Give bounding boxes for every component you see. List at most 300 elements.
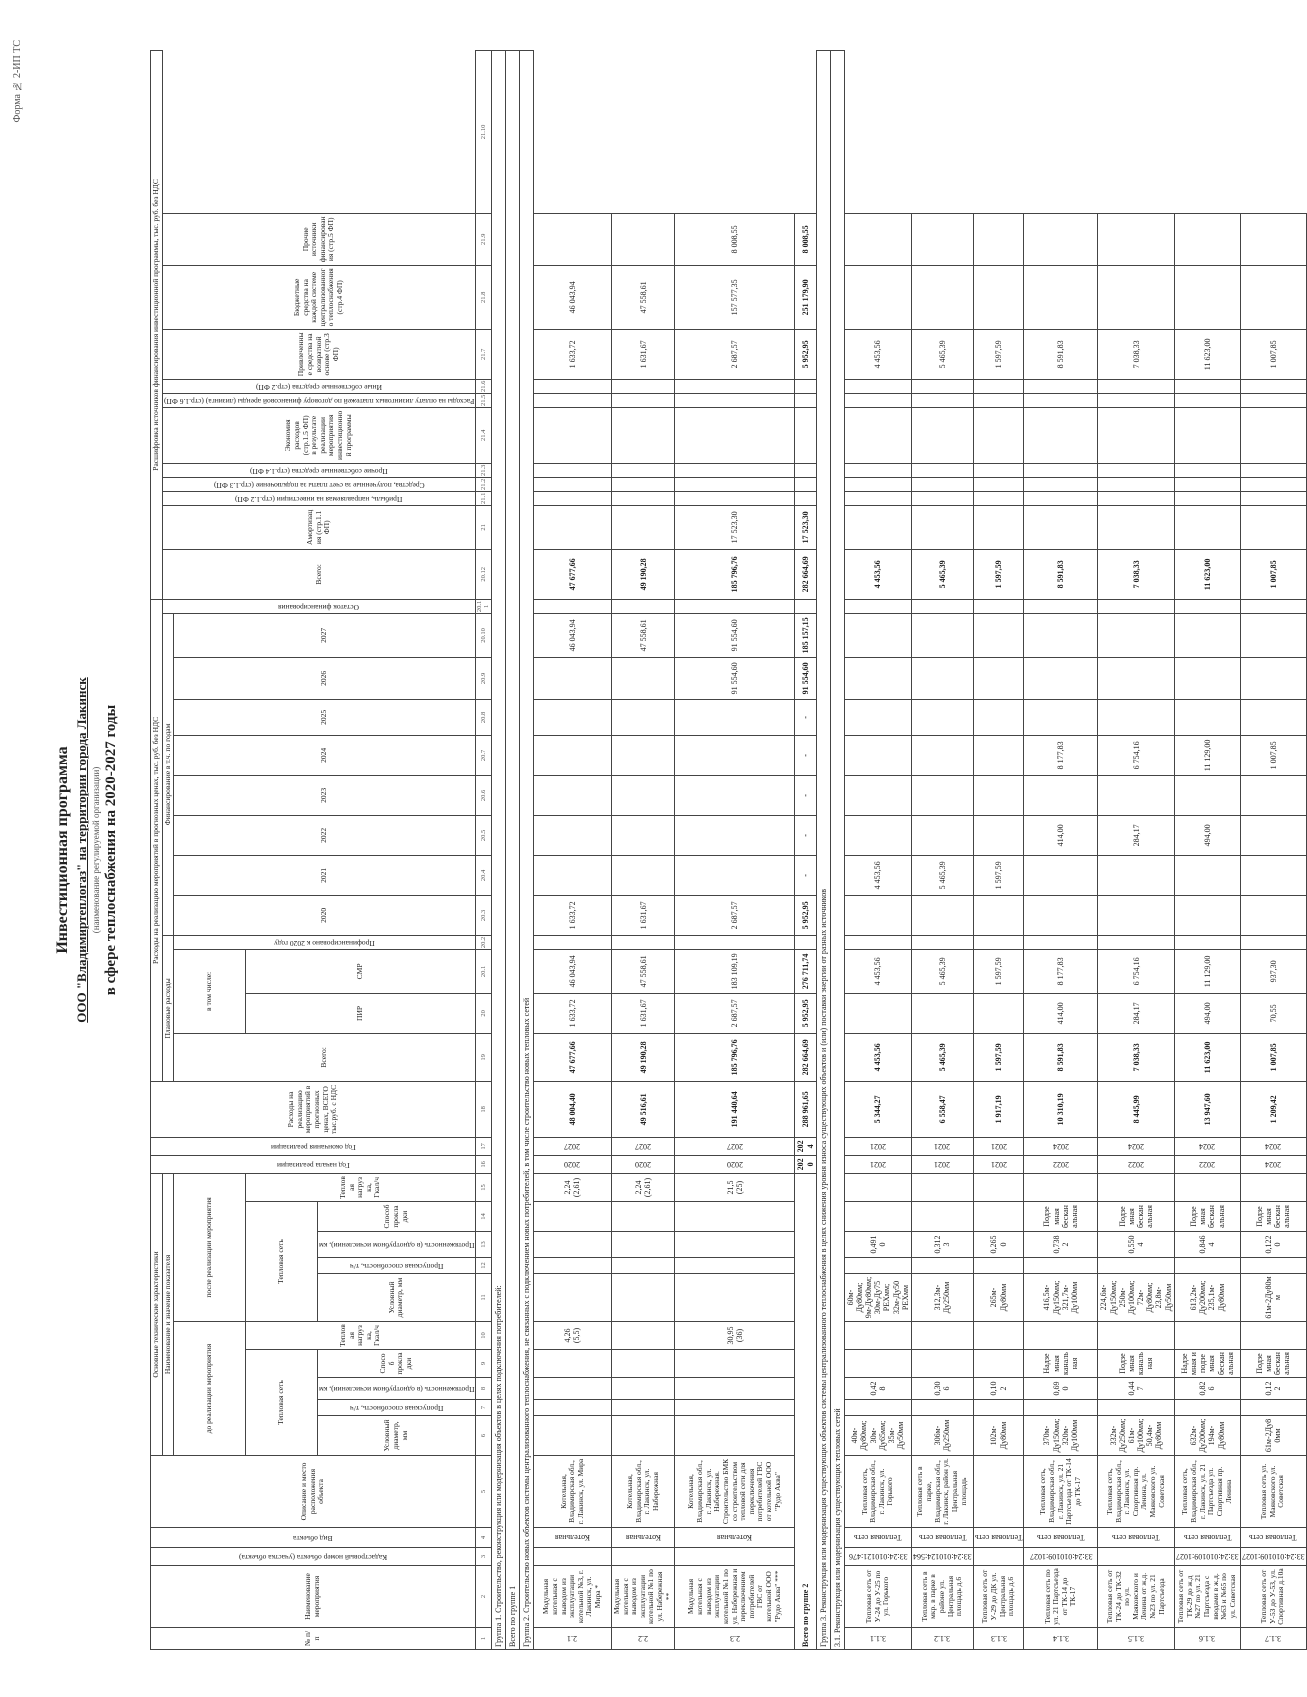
cell-len-after: 0,8464 [1174, 1232, 1240, 1258]
cell-dn-after: 613,2м-Ду200мм; 235,1м-Ду80мм [1174, 1274, 1240, 1322]
col-number: 21.2 [476, 477, 492, 491]
cell-src-total: 8 591,83 [1024, 549, 1098, 599]
cell-year-start [533, 1155, 611, 1173]
table-row [1024, 51, 1098, 1650]
cell-remainder [1024, 599, 1098, 613]
cell-text: 2027 [635, 1142, 652, 1152]
cell-dn-before: 332м-Ду250мм; 61м-Ду100мм; 50,4м-Ду80мм [1098, 1416, 1175, 1456]
cell-y2021 [611, 855, 674, 895]
col-number: 3 [476, 1548, 492, 1566]
cell [795, 463, 816, 477]
group1-total: Всего по группе 1 [505, 51, 519, 1650]
cell-src-total: 4 453,56 [844, 549, 911, 599]
col-number: 21.1 [476, 491, 492, 505]
col-number: 20.8 [476, 699, 492, 735]
col-other-own-label: Прочие собственные средства (стр.1.4 ФП) [250, 466, 388, 476]
cell-laying-before [912, 1350, 974, 1378]
cell-profit [973, 491, 1024, 505]
cell-savings [912, 407, 974, 463]
cell-borrowed: 1 633,72 [533, 329, 611, 379]
cell-borrowed: 7 038,33 [1098, 329, 1175, 379]
cell-year-end [611, 1137, 674, 1155]
cell-laying-before: Подземная канальная [1098, 1350, 1175, 1378]
cell-borrowed: 1 597,59 [973, 329, 1024, 379]
cell-len-after: 0,1220 [1240, 1232, 1306, 1258]
cell-amortization [912, 505, 974, 549]
col-number: 21.5 [476, 393, 492, 407]
cell-description: Тепловая сеть, Владимирская обл., г. Лакинск, ул. 21 Партсъезда от ТК-14 до ТК-17 [1024, 1456, 1098, 1528]
cell-other [611, 213, 674, 265]
cell-total-cost: 13 947,60 [1174, 1081, 1240, 1137]
cell-amortization [1174, 505, 1240, 549]
cell-dn-before [611, 1416, 674, 1456]
cell-cap-after [611, 1258, 674, 1274]
cell-laying-after: Подземная бесканальная [1098, 1202, 1175, 1232]
cell-y2025 [1024, 699, 1098, 735]
col-number: 5 [476, 1456, 492, 1528]
cell-text: 2024 [1199, 1142, 1216, 1152]
organization-caption: (наименование регулируемой организации) [91, 766, 101, 934]
cell-planned-total: 185 796,76 [675, 1033, 795, 1081]
cell-cadastre [1240, 1548, 1306, 1566]
cell-remainder [912, 599, 974, 613]
cell-object-type [675, 1528, 795, 1548]
col-profit-label: Прибыль, направляемая на инвестиции (стр.1.2 ФП) [235, 494, 403, 504]
cell-y2024 [611, 735, 674, 775]
col-smr: СМР [245, 949, 475, 993]
cell-object-type [1098, 1528, 1175, 1548]
cell-load-before [1240, 1322, 1306, 1350]
cell: 5 952,95 [795, 993, 816, 1033]
group2-total-row [795, 51, 816, 1650]
cell-y2025 [844, 699, 911, 735]
cell-year-start [1024, 1155, 1098, 1173]
cell-laying-before [675, 1350, 795, 1378]
cell-y2027: 91 554,60 [675, 613, 795, 657]
cell-other [1098, 213, 1175, 265]
col-forecast-group: Расходы на реализацию мероприятий в прогнозных ценах, тыс. руб. без НДС [151, 599, 163, 1081]
cell-laying-before [844, 1350, 911, 1378]
col-other-own [162, 463, 475, 477]
col-number: 20.2 [476, 935, 492, 949]
cell-cap-after [1024, 1258, 1098, 1274]
cell-len-after [675, 1232, 795, 1258]
cell-dn-after [611, 1274, 674, 1322]
cell-dn-after [675, 1274, 795, 1322]
investment-table [150, 50, 1307, 1650]
cell-cap-before [533, 1400, 611, 1416]
cell-total-cost: 10 310,19 [1024, 1081, 1098, 1137]
cell-connection-fee [1024, 477, 1098, 491]
cell-text: 3.1.5 [1128, 1634, 1145, 1644]
cell-borrowed: 11 623,00 [1174, 329, 1240, 379]
cell-y2024 [844, 735, 911, 775]
cell-y2026 [1098, 657, 1175, 699]
cell-y2026 [1174, 657, 1240, 699]
cell-total-cost: 191 440,64 [675, 1081, 795, 1137]
cell-other-own [611, 463, 674, 477]
cell-object-type [912, 1528, 974, 1548]
cell-planned-total: 8 591,83 [1024, 1033, 1098, 1081]
cell-other-own [844, 463, 911, 477]
cell-description: Котельная, Владимирская обл., г. Лакинск, ул. Набережная. Строительство БМК со строительством тепловой сети для переключения потребителей ГВС от котельной ООО "Рудо Аква" [675, 1456, 795, 1528]
col-before: до реализации мероприятия [174, 1322, 246, 1456]
cell-object-type [611, 1528, 674, 1548]
cell-smr: 183 109,19 [675, 949, 795, 993]
cell-pir [973, 993, 1024, 1033]
cell: 2024 [795, 1137, 816, 1155]
col-number: 21.6 [476, 379, 492, 393]
cell: 2020 [795, 1155, 816, 1173]
col-number: 14 [476, 1202, 492, 1232]
cell-profit [611, 491, 674, 505]
col-planned-total: Всего: [174, 1033, 476, 1081]
cell-num [1024, 1628, 1098, 1650]
cell-name: Модульная котельная с выводом из эксплуатации котельной №1 по ул. Набережная ** [611, 1566, 674, 1628]
table-row [973, 51, 1024, 1650]
cell-remainder [1098, 599, 1175, 613]
cell-y2020 [973, 895, 1024, 935]
cell-text: 3.1.6 [1199, 1634, 1216, 1644]
cell-savings [844, 407, 911, 463]
cell-savings [973, 407, 1024, 463]
cell-other-own2 [912, 379, 974, 393]
cell-y2022 [1240, 815, 1306, 855]
cell-year-end [912, 1137, 974, 1155]
cell-load-after: 2,24 (2,61) [533, 1173, 611, 1201]
cell-prefinanced [611, 935, 674, 949]
cell-dn-after: 60м-Ду80мм; 9м-Ду80мм; 30м-Ду75 РЕХмм; 32м-Ду50 РЕХмм [844, 1274, 911, 1322]
document-header [50, 40, 145, 1660]
cell-amortization [1024, 505, 1098, 549]
cell-y2026 [533, 657, 611, 699]
col-capacity-after [317, 1258, 475, 1274]
col-profit [162, 491, 475, 505]
cell-load-after [973, 1173, 1024, 1201]
cell [795, 491, 816, 505]
cell-remainder [844, 599, 911, 613]
cell-text: 3.1.3 [990, 1634, 1007, 1644]
col-number: 4 [476, 1528, 492, 1548]
cell-year-start [1174, 1155, 1240, 1173]
col-after: после реализации мероприятия [174, 1173, 246, 1321]
cell-leasing [912, 393, 974, 407]
cell-y2022 [611, 815, 674, 855]
cell-y2024 [675, 735, 795, 775]
cell-text: Тепловая сеть [1112, 1533, 1160, 1543]
cell-text: 2024 [1052, 1142, 1069, 1152]
cell-y2027 [1024, 613, 1098, 657]
cell-y2020: 1 633,72 [533, 895, 611, 935]
cell [795, 379, 816, 393]
cell-planned-total: 5 465,39 [912, 1033, 974, 1081]
cell-text: Котельная [554, 1533, 590, 1543]
period-line: в сфере теплоснабжения на 2020-2027 годы [103, 704, 119, 996]
cell-borrowed: 8 591,83 [1024, 329, 1098, 379]
cell-name: Модульная котельная с выводом из эксплуатации котельной №1 по ул. Набережная и переключением потребителей ГВС от котельной ООО "Рудо Аква" *** [675, 1566, 795, 1628]
col-cadastre [151, 1548, 476, 1566]
table-row [675, 51, 795, 1650]
cell-amortization [533, 505, 611, 549]
cell-amortization [1240, 505, 1306, 549]
cell-dn-before [533, 1416, 611, 1456]
cell-len-after [533, 1232, 611, 1258]
cell-dn-before: 306м-Ду250мм [912, 1416, 974, 1456]
cell-name: Модульная котельная с выводом из эксплуатации котельной №3, г. Лакинск, ул. Мира * [533, 1566, 611, 1628]
cell-borrowed: 2 687,57 [675, 329, 795, 379]
col-y2023: 2023 [174, 775, 476, 815]
cell-y2027: 47 558,61 [611, 613, 674, 657]
cell-y2027 [844, 613, 911, 657]
cell-y2022: 494,00 [1174, 815, 1240, 855]
cell-smr: 47 558,61 [611, 949, 674, 993]
cell-budget [973, 265, 1024, 329]
cell-prefinanced [844, 935, 911, 949]
cell-other-own2 [1024, 379, 1098, 393]
cell-budget [1240, 265, 1306, 329]
cell-text: 2020 [564, 1160, 581, 1170]
col-y2022: 2022 [174, 815, 476, 855]
cell-dn-after: 61м-2Ду80мм [1240, 1274, 1306, 1322]
cell-y2027 [1174, 613, 1240, 657]
cell-laying-after [844, 1202, 911, 1232]
col-laying-before: Способ прокладки [317, 1350, 475, 1378]
cell-y2022 [844, 815, 911, 855]
cell-profit [1240, 491, 1306, 505]
document-title: Инвестиционная программа [54, 746, 71, 954]
cell-cap-before [973, 1400, 1024, 1416]
cell-amortization [973, 505, 1024, 549]
cell-load-before [611, 1322, 674, 1350]
cell-y2024: 8 177,83 [1024, 735, 1098, 775]
cell-text: 3.1.4 [1052, 1634, 1069, 1644]
cell-len-after: 0,7382 [1024, 1232, 1098, 1258]
col-year-end-label: Год окончания реализации [270, 1142, 356, 1152]
col-number: 20.11 [476, 600, 491, 613]
cell-prefinanced [1174, 935, 1240, 949]
col-savings-group: Экономия расходов (стр.1.5 ФП) [283, 415, 310, 456]
cell [795, 477, 816, 491]
cell-other-own [1098, 463, 1175, 477]
cell-profit [844, 491, 911, 505]
group1-heading: Группа 1. Строительство, реконструкция или модернизация объектов в целях подключения потребителей: [491, 51, 505, 1650]
cell-y2027 [1240, 613, 1306, 657]
cell-laying-before [611, 1350, 674, 1378]
col-number: 20.7 [476, 735, 492, 775]
col-remainder-label: Остаток финансирования [278, 602, 360, 612]
cell-len-before: 0,428 [844, 1378, 911, 1400]
cell-budget: 47 558,61 [611, 265, 674, 329]
cell-year-start [844, 1155, 911, 1173]
cell-leasing [1174, 393, 1240, 407]
col-number: 11 [476, 1274, 492, 1322]
col-capacity-after-label: Пропускная способность, т/ч [349, 1261, 443, 1271]
col-object-type [151, 1528, 476, 1548]
cell-savings [675, 407, 795, 463]
cell-other-own [912, 463, 974, 477]
cell-other [973, 213, 1024, 265]
cell-dn-after: 312,3м-Ду250мм [912, 1274, 974, 1322]
col-number: 20.6 [476, 775, 492, 815]
cell-len-before [675, 1378, 795, 1400]
col-number: 13 [476, 1232, 492, 1258]
cell-y2027: 46 043,94 [533, 613, 611, 657]
cell-y2024 [973, 735, 1024, 775]
cell-amortization [611, 505, 674, 549]
cell-len-before: 0,826 [1174, 1378, 1240, 1400]
cell-src-total: 7 038,33 [1098, 549, 1175, 599]
col-laying-after: Способ прокладки [317, 1202, 475, 1232]
cell-load-before [1174, 1322, 1240, 1350]
cell-laying-after [912, 1202, 974, 1232]
cell-budget [1174, 265, 1240, 329]
cell-cadastre [675, 1548, 795, 1566]
cell-cap-after [1098, 1258, 1175, 1274]
cell-connection-fee [1098, 477, 1175, 491]
cell-pir: 1 631,67 [611, 993, 674, 1033]
cell-num [1174, 1628, 1240, 1650]
cell-object-type [1240, 1528, 1306, 1548]
cell-pir: 2 687,57 [675, 993, 795, 1033]
cell-smr: 11 129,00 [1174, 949, 1240, 993]
cell-y2021 [1098, 855, 1175, 895]
cell-profit [533, 491, 611, 505]
col-number: 6 [476, 1416, 492, 1456]
cell-src-total: 185 796,76 [675, 549, 795, 599]
cell-len-after [611, 1232, 674, 1258]
cell-smr: 4 453,56 [844, 949, 911, 993]
cell-name: Тепловая сеть от У-24 до У-25 по ул. Горького [844, 1566, 911, 1628]
cell-cap-before [844, 1400, 911, 1416]
col-y2024: 2024 [174, 735, 476, 775]
cell-load-after: 21,5 (25) [675, 1173, 795, 1201]
col-savings-text: в результате реализации мероприятия инвестиционной программы [309, 410, 353, 460]
cell-other-own2 [1174, 379, 1240, 393]
cell-laying-before [973, 1350, 1024, 1378]
table-row [533, 51, 611, 1650]
cell-src-total: 5 465,39 [912, 549, 974, 599]
col-y2026: 2026 [174, 657, 476, 699]
cell-dn-after: 265м-Ду80мм [973, 1274, 1024, 1322]
col-borrowed: Привлеченные средства на возвратной основе (стр.3 ФП) [162, 329, 475, 379]
col-remainder [162, 599, 475, 613]
col-year-start-label: Год начала реализации [276, 1160, 350, 1170]
table-row [1174, 51, 1240, 1650]
cell-other-own2 [675, 379, 795, 393]
cell-text: Тепловая сеть [854, 1533, 902, 1543]
cell-cap-after [912, 1258, 974, 1274]
cell: 5 952,95 [795, 329, 816, 379]
cell-leasing [844, 393, 911, 407]
cell-y2022 [675, 815, 795, 855]
col-dn-before: Условный диаметр, мм [317, 1416, 475, 1456]
cell-y2025 [533, 699, 611, 735]
col-number: 12 [476, 1258, 492, 1274]
cell-remainder [611, 599, 674, 613]
cell-leasing [1240, 393, 1306, 407]
cell-text: 2021 [869, 1160, 886, 1170]
cell-y2026 [611, 657, 674, 699]
col-tech-sub: Наименование и значение показателя [162, 1173, 174, 1455]
cell-text: 2022 [1199, 1160, 1216, 1170]
cell-cadastre [611, 1548, 674, 1566]
cell-pir [912, 993, 974, 1033]
cell-y2021 [675, 855, 795, 895]
cell-description: Тепловая сеть, Владимирская обл., г. Лакинск, ул. Спортивная пр. Ленина, ул. Маяковского ул. Советская [1098, 1456, 1175, 1528]
col-number: 17 [476, 1137, 492, 1155]
cell-y2023 [675, 775, 795, 815]
cell-y2026 [1240, 657, 1306, 699]
cell-y2027 [973, 613, 1024, 657]
col-y2021: 2021 [174, 855, 476, 895]
group3-rows [844, 51, 1306, 1650]
cell-connection-fee [533, 477, 611, 491]
cell-text: 2024 [1128, 1142, 1145, 1152]
cell-text: 2021 [990, 1142, 1007, 1152]
cell-connection-fee [1174, 477, 1240, 491]
cell-len-after: 0,5504 [1098, 1232, 1175, 1258]
cell-year-end [533, 1137, 611, 1155]
cell-y2025 [675, 699, 795, 735]
col-number: 10 [476, 1322, 492, 1350]
cell-y2024: 1 007,85 [1240, 735, 1306, 775]
col-capacity-before-label: Пропускная способность, т/ч [349, 1403, 443, 1413]
cell-text: 2022 [1128, 1160, 1145, 1170]
cell-y2024 [912, 735, 974, 775]
cell-remainder [973, 599, 1024, 613]
col-num: № п/п [151, 1628, 476, 1650]
cell-len-before: 0,102 [973, 1378, 1024, 1400]
cell-load-before [912, 1322, 974, 1350]
col-description: Описание и место расположения объекта [151, 1456, 476, 1528]
cell-num [844, 1628, 911, 1650]
cell-other-own [1024, 463, 1098, 477]
cell-y2021 [533, 855, 611, 895]
cell-pir: 284,17 [1098, 993, 1175, 1033]
cell-cadastre [912, 1548, 974, 1566]
cell-y2027 [1098, 613, 1175, 657]
cell-name: Тепловая сеть в мкр. в парке в районе ул. Центральная площадь д.6 [912, 1566, 974, 1628]
cell-text: 2021 [934, 1142, 951, 1152]
cell-num [533, 1628, 611, 1650]
cell-smr: 6 754,16 [1098, 949, 1175, 993]
col-len-after-label: Протяженность (в однотрубном исчислении), км [318, 1240, 475, 1250]
col-y2025: 2025 [174, 699, 476, 735]
cell-len-after: 0,3123 [912, 1232, 974, 1258]
cell-description: Котельная, Владимирская обл., г. Лакинск, ул. Набережная [611, 1456, 674, 1528]
cell-cadastre [844, 1548, 911, 1566]
cell-src-total: 47 677,66 [533, 549, 611, 599]
cell [795, 599, 816, 613]
cell [795, 935, 816, 949]
cell-len-after: 0,2650 [973, 1232, 1024, 1258]
cell-text: Котельная [625, 1533, 661, 1543]
cell-text: 2027 [726, 1142, 743, 1152]
cell-smr: 8 177,83 [1024, 949, 1098, 993]
cell-profit [1098, 491, 1175, 505]
table-row [611, 51, 674, 1650]
cell-y2020 [1024, 895, 1098, 935]
cell-dn-before: 61м-2Ду80мм [1240, 1416, 1306, 1456]
cell-year-end [675, 1137, 795, 1155]
col-number: 21.8 [476, 265, 492, 329]
cell-text: 2.2 [638, 1634, 649, 1644]
cell-text: 33:24:010109:1027 [1241, 1552, 1305, 1562]
col-load-after: Тепловая нагрузка, Гкал/ч [245, 1173, 475, 1201]
cell-text: 33:24:010124:564 [913, 1552, 972, 1562]
group3-subheading: 3.1. Реконструкция или модернизация существующих тепловых сетей [830, 51, 844, 1650]
cell-description: Тепловая сеть, Владимирская обл., г. Лакинск, ул. 21 Партсъезда ул. Спортивная пр. Ленина [1174, 1456, 1240, 1528]
